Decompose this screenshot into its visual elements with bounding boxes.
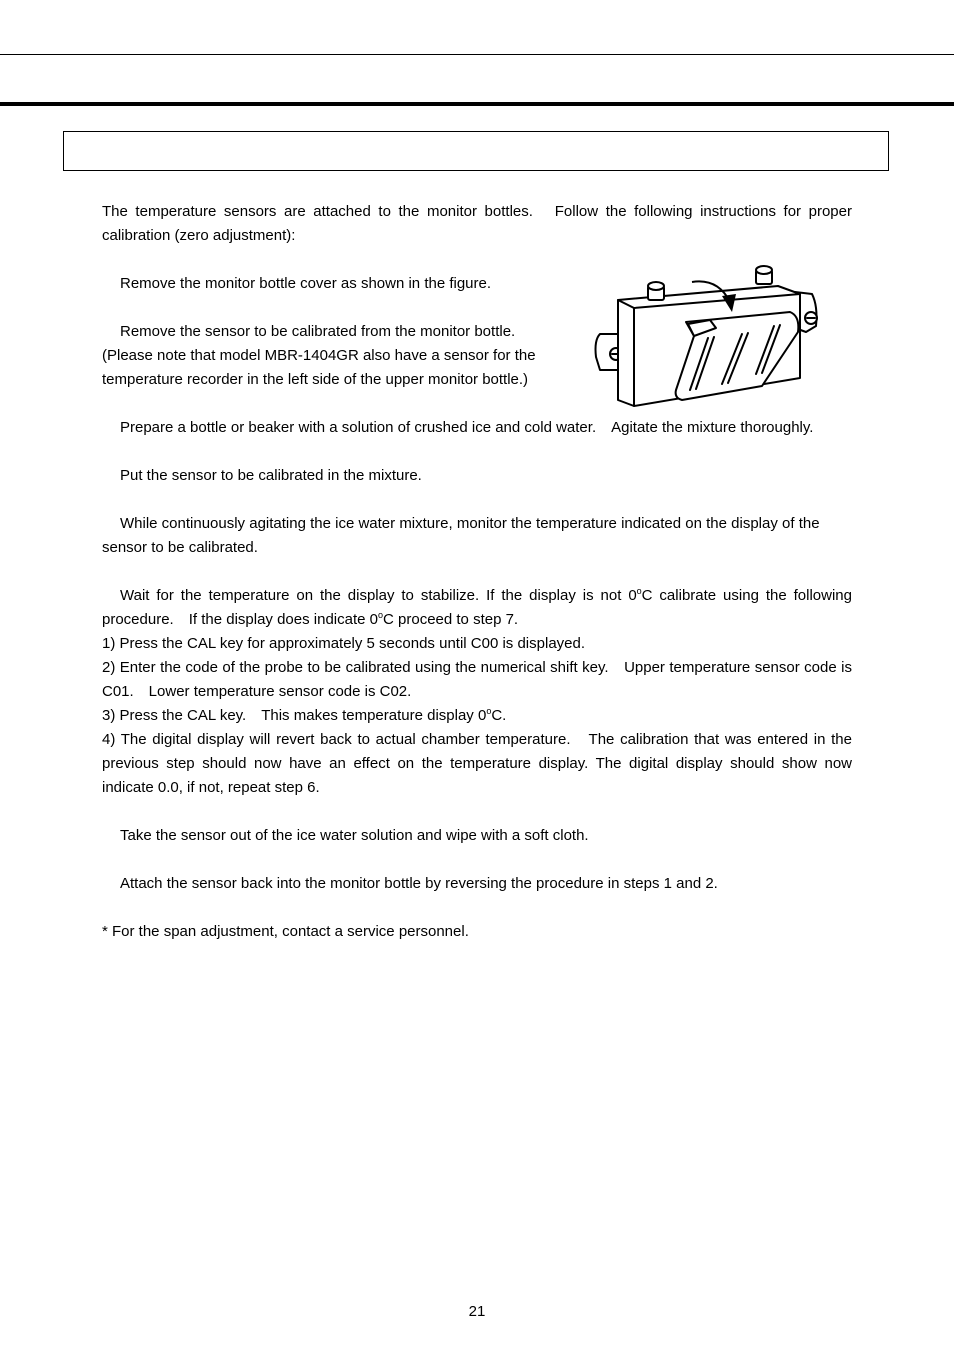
step-4-text: Put the sensor to be calibrated in the mixture. bbox=[120, 467, 422, 484]
step-5-text: While continuously agitating the ice water mixture, monitor the temperature indicated on the display of the sensor to be calibrated. bbox=[102, 515, 820, 556]
monitor-bottle-figure bbox=[590, 262, 822, 410]
degree-mark: o bbox=[636, 586, 642, 596]
page-number: 21 bbox=[468, 1303, 486, 1320]
step-1-text: Remove the monitor bottle cover as shown in the figure. bbox=[120, 275, 492, 292]
step-6-sub-2: 2) Enter the code of the probe to be calibrated using the numerical shift key. Upper temperature sensor code is C01. Lower temperature sensor code is C02. bbox=[102, 659, 852, 700]
intro-paragraph: The temperature sensors are attached to the monitor bottles. Follow the following instructions for proper calibration (zero adjustment): bbox=[102, 203, 852, 244]
degree-mark: o bbox=[486, 706, 492, 716]
step-6-text: Wait for the temperature on the display to stabilize. If the display is not 0$^o$C calibrate using the following procedure. If the display does indicate 0$^o$C proceed to step 7. bbox=[102, 586, 852, 628]
step-6-sub-1: 1) Press the CAL key for approximately 5 seconds until C00 is displayed. bbox=[102, 635, 586, 652]
step-8-text: Attach the sensor back into the monitor bottle by reversing the procedure in steps 1 and 2. bbox=[120, 875, 718, 892]
degree-mark: o bbox=[378, 610, 384, 620]
step-3-text: Prepare a bottle or beaker with a solution of crushed ice and cold water. Agitate the mixture thoroughly. bbox=[120, 419, 814, 436]
section-title-box bbox=[63, 131, 889, 171]
step-2-text: Remove the sensor to be calibrated from the monitor bottle. (Please note that model MBR-1404GR also have a sensor for the temperature recorder in the left side of the upper monitor bottle.) bbox=[102, 323, 536, 388]
span-adjustment-note: * For the span adjustment, contact a service personnel. bbox=[102, 923, 469, 940]
header-rule-thin bbox=[0, 54, 954, 55]
step-7-text: Take the sensor out of the ice water solution and wipe with a soft cloth. bbox=[120, 827, 589, 844]
step-6-sub-4: 4) The digital display will revert back to actual chamber temperature. The calibration that was entered in the previous step should now have an effect on the temperature display. The digital display should show now indicate 0.0, if not, repeat step 6. bbox=[102, 731, 852, 796]
header-rule-thick bbox=[0, 102, 954, 106]
step-6-sub-3: 3) Press the CAL key. This makes temperature display 0$^o$C. bbox=[102, 706, 507, 724]
